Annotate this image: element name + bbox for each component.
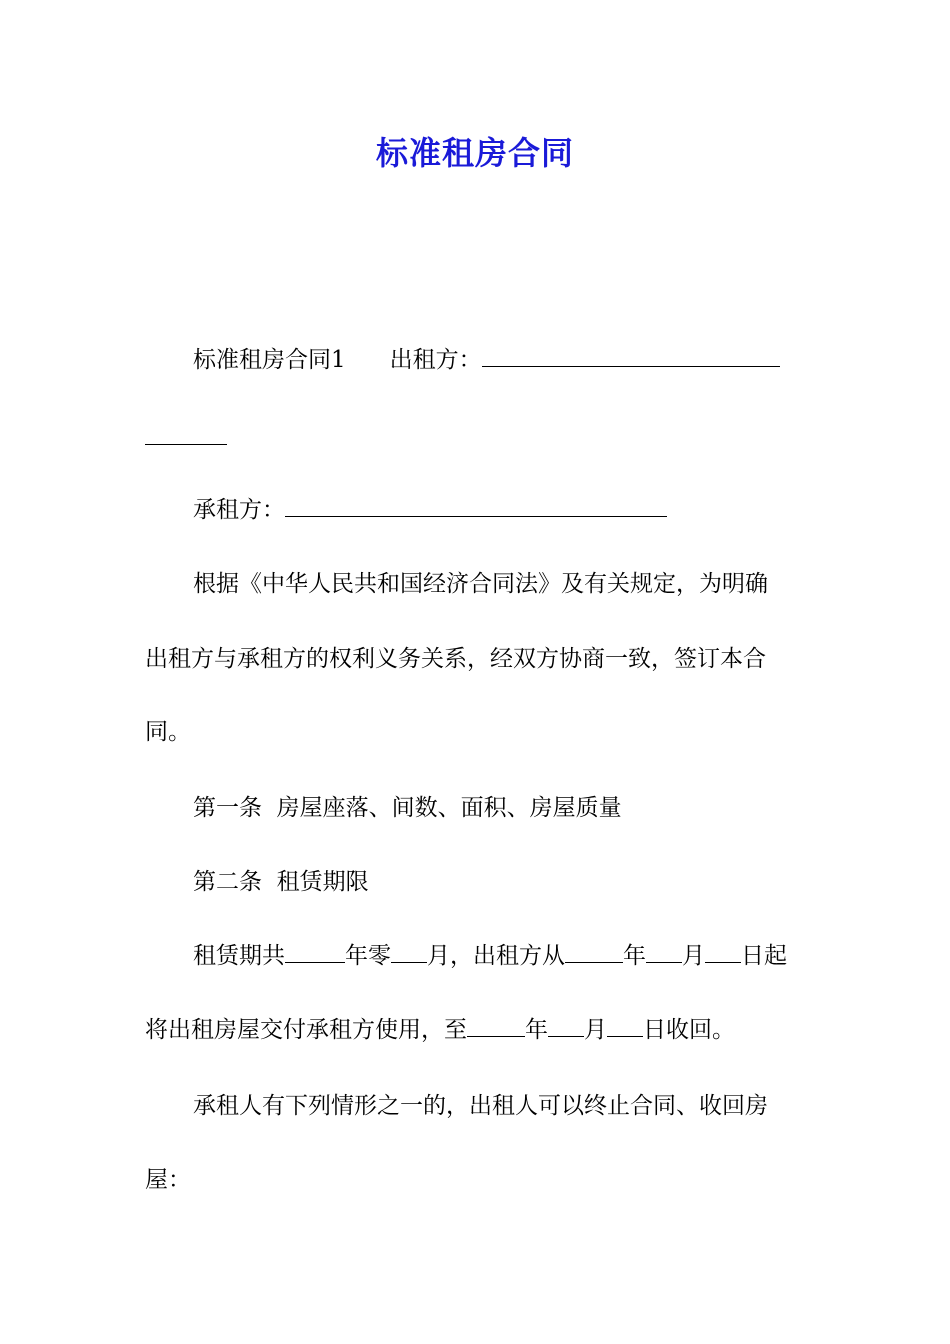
heading-lessor-line [193, 345, 858, 375]
lessee-label: 承租方： [193, 497, 285, 523]
term-years-blank [285, 944, 345, 963]
term-text: 将出租房屋交付承租方使用，至 [145, 1017, 467, 1043]
start-month-blank [646, 944, 682, 963]
document-title: 标准租房合同 [375, 134, 574, 172]
lessor-blank-continuation [145, 423, 810, 453]
term-text: 年零 [345, 943, 391, 969]
article-2: 第二条 租赁期限 [193, 869, 369, 895]
lessor-blank [482, 348, 780, 367]
preamble-line-2: 出租方与承租方的权利义务关系，经双方协商一致，签订本合 [145, 646, 766, 672]
term-text: 月 [682, 943, 705, 969]
start-day-blank [705, 944, 741, 963]
preamble-line-1: 根据《中华人民共和国经济合同法》及有关规定，为明确 [193, 571, 768, 597]
term-text: 月，出租方从 [427, 943, 565, 969]
article-1: 第一条 房屋座落、间数、面积、房屋质量 [193, 795, 622, 821]
term-text: 年 [525, 1017, 548, 1043]
term-text: 日起 [741, 943, 787, 969]
lessor-label: 出租方： [389, 347, 482, 373]
end-year-blank [467, 1018, 525, 1037]
term-text: 日收回。 [643, 1017, 735, 1043]
term-months-blank [391, 944, 427, 963]
contract-heading: 标准租房合同1 [193, 347, 346, 373]
end-month-blank [548, 1018, 584, 1037]
term-text: 租赁期共 [193, 943, 285, 969]
lessee-blank [285, 498, 667, 517]
term-text: 年 [623, 943, 646, 969]
end-day-blank [607, 1018, 643, 1037]
termination-line-1: 承租人有下列情形之一的，出租人可以终止合同、收回房 [193, 1093, 768, 1119]
lessor-blank-cont [145, 426, 227, 445]
term-line-2 [145, 1015, 810, 1045]
start-year-blank [565, 944, 623, 963]
termination-line-2: 屋： [145, 1167, 191, 1193]
preamble-line-3: 同。 [145, 719, 191, 745]
lessee-line [193, 495, 858, 525]
term-text: 月 [584, 1017, 607, 1043]
term-line-1 [193, 941, 858, 971]
